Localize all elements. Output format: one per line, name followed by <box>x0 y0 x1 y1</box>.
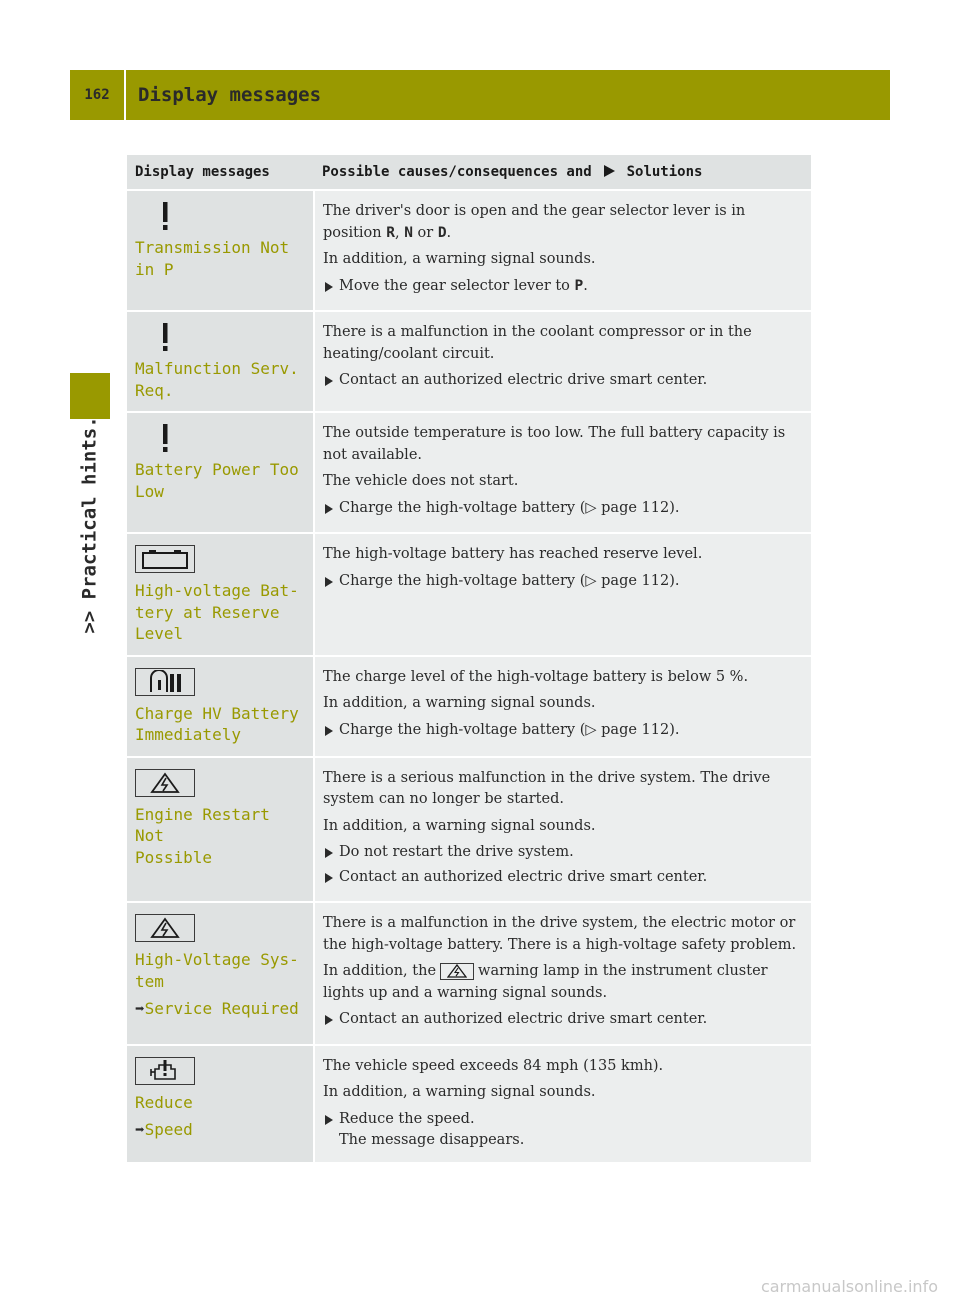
high-voltage-warning-icon <box>440 963 474 980</box>
solution-cell <box>314 656 811 757</box>
display-submessage <box>135 998 305 1020</box>
consequence-text <box>323 961 805 1004</box>
table-row <box>127 311 811 412</box>
high-voltage-warning-icon <box>135 769 195 797</box>
solution-step: Charge the high-voltage battery (▷ page 112). <box>323 720 805 742</box>
solution-arrow-icon <box>602 164 616 178</box>
solution-step: Charge the high-voltage battery (▷ page 112). <box>323 498 805 520</box>
display-submessage-text: Service Required <box>144 999 299 1018</box>
col-header-solutions-text: Solutions <box>626 164 703 180</box>
display-message-text: Reduce <box>135 1092 193 1112</box>
message-cell <box>127 190 314 311</box>
col-header-causes <box>314 155 811 190</box>
display-message-text: Malfunction Serv. Req. <box>135 359 299 400</box>
cause-text-part: The driver's door is open and the gear selector lever is in position <box>323 203 746 241</box>
table-row <box>127 902 811 1045</box>
separator: or <box>412 224 438 241</box>
exclamation-icon <box>135 421 195 455</box>
page-number: 162 <box>70 70 126 120</box>
gear-r: R <box>386 224 395 241</box>
text-part: In addition, the <box>323 963 437 979</box>
solution-cell <box>314 757 811 903</box>
cause-text <box>323 201 805 244</box>
solution-step: Contact an authorized electric drive smart center. <box>323 370 805 392</box>
cause-text: The outside temperature is too low. The full battery capacity is not available. <box>323 425 786 463</box>
consequence-text: The vehicle does not start. <box>323 473 519 489</box>
display-messages-table <box>127 155 811 1164</box>
cause-text: The vehicle speed exceeds 84 mph (135 kmh). <box>323 1057 664 1074</box>
motor-warning-icon <box>135 1057 195 1085</box>
message-cell <box>127 757 314 903</box>
period: . <box>583 277 588 294</box>
col-header-causes-text: Possible causes/consequences and <box>322 164 592 180</box>
exclamation-icon <box>135 199 195 233</box>
arrow-right-icon: ➡ <box>135 999 145 1018</box>
message-cell <box>127 311 314 412</box>
gear-p: P <box>574 277 584 294</box>
table-row <box>127 757 811 903</box>
side-section-label <box>70 416 110 634</box>
table-header-row <box>127 155 811 190</box>
consequence-text: In addition, a warning signal sounds. <box>323 817 596 834</box>
cause-text: The high-voltage battery has reached reserve level. <box>323 546 703 562</box>
consequence-text: In addition, a warning signal sounds. <box>323 1084 596 1100</box>
side-section-text: >> Practical hints. <box>79 416 101 634</box>
gear-n: N <box>404 224 413 241</box>
table-row <box>127 412 811 533</box>
message-cell <box>127 412 314 533</box>
message-cell <box>127 656 314 757</box>
solution-step: Charge the high-voltage battery (▷ page 112). <box>323 571 805 593</box>
side-tab-marker <box>70 373 110 419</box>
display-submessage-text: Speed <box>144 1120 193 1139</box>
display-message-text: Transmission Not in P <box>135 238 290 279</box>
solution-cell <box>314 412 811 533</box>
charging-station-icon <box>135 668 195 696</box>
separator: , <box>394 224 405 241</box>
message-cell <box>127 533 314 656</box>
display-message-text: Charge HV Battery Immediately <box>135 703 299 744</box>
footer-watermark: carmanualsonline.info <box>760 1277 938 1296</box>
page-header <box>70 70 890 120</box>
battery-icon <box>135 545 195 573</box>
message-cell <box>127 902 314 1045</box>
cause-text: There is a malfunction in the drive system, the electric motor or the high-voltage battery. There is a high-voltage safety problem. <box>323 915 797 953</box>
exclamation-icon <box>135 320 195 354</box>
table-row <box>127 533 811 656</box>
table-row <box>127 656 811 757</box>
consequence-text: In addition, a warning signal sounds. <box>323 251 596 267</box>
display-message-text: Battery Power Too Low <box>135 460 299 501</box>
display-message-text: High-voltage Bat- tery at Reserve Level <box>135 581 299 643</box>
solution-cell <box>314 190 811 311</box>
solution-step: Do not restart the drive system. <box>323 842 805 864</box>
solution-step <box>323 276 805 298</box>
period: . <box>446 224 452 241</box>
step-result-text: The message disappears. <box>339 1132 525 1148</box>
solution-cell <box>314 1045 811 1163</box>
consequence-text: In addition, a warning signal sounds. <box>323 695 596 711</box>
col-header-display-messages: Display messages <box>127 155 314 190</box>
display-message-text: Engine Restart Not Possible <box>135 804 270 867</box>
step-text: Reduce the speed. <box>339 1110 475 1127</box>
solution-cell <box>314 311 811 412</box>
display-message-text: High-Voltage Sys- tem <box>135 950 299 991</box>
display-submessage <box>135 1119 305 1141</box>
page-title: Display messages <box>138 84 322 106</box>
cause-text: The charge level of the high-voltage battery is below 5 %. <box>323 668 749 685</box>
message-cell <box>127 1045 314 1163</box>
high-voltage-warning-icon <box>135 914 195 942</box>
gear-d: D <box>437 224 447 241</box>
cause-text: There is a serious malfunction in the drive system. The drive system can no longer be started. <box>323 769 771 807</box>
solution-step <box>323 1109 805 1152</box>
solution-step: Contact an authorized electric drive smart center. <box>323 867 805 889</box>
table-row <box>127 1045 811 1163</box>
step-text: Move the gear selector lever to <box>339 277 575 294</box>
cause-text: There is a malfunction in the coolant compressor or in the heating/coolant circuit. <box>323 324 752 362</box>
solution-cell <box>314 902 811 1045</box>
table-row <box>127 190 811 311</box>
arrow-right-icon: ➡ <box>135 1120 145 1139</box>
text-part: warning lamp in the instrument cluster lights up and a warning signal sounds. <box>323 963 768 1001</box>
solution-step: Contact an authorized electric drive smart center. <box>323 1009 805 1031</box>
solution-cell <box>314 533 811 656</box>
